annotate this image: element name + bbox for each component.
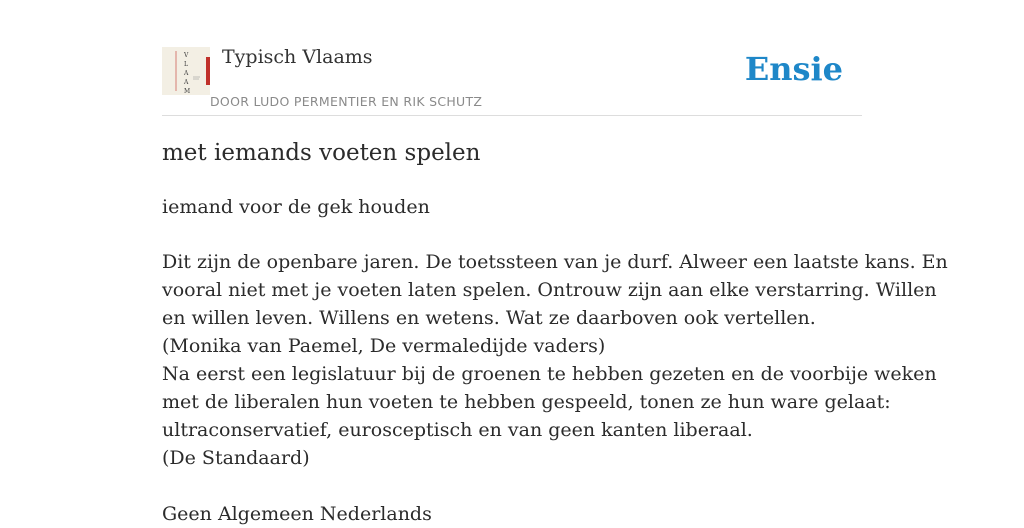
book-title[interactable]: Typisch Vlaams xyxy=(222,46,373,68)
book-cover-avatar[interactable] xyxy=(162,47,210,95)
svg-text:V: V xyxy=(184,52,189,59)
svg-text:A: A xyxy=(184,79,189,86)
entry-term: met iemands voeten spelen xyxy=(162,140,481,166)
page-header xyxy=(162,44,862,116)
book-cover-logo xyxy=(162,47,210,95)
body-line: ultraconservatief, eurosceptisch en van geen kanten liberaal. xyxy=(162,419,753,441)
usage-note: Geen Algemeen Nederlands xyxy=(162,503,432,525)
svg-text:A: A xyxy=(184,70,189,77)
svg-text:M: M xyxy=(184,88,191,95)
source-citation: (De Standaard) xyxy=(162,447,310,469)
body-line: en willen leven. Willens en wetens. Wat ze daarboven ook vertellen. xyxy=(162,307,816,329)
source-citation: (Monika van Paemel, De vermaledijde vaders) xyxy=(162,335,606,357)
entry-definition: iemand voor de gek houden xyxy=(162,196,430,218)
body-line: met de liberalen hun voeten te hebben gespeeld, tonen ze hun ware gelaat: xyxy=(162,391,891,413)
svg-text:L: L xyxy=(184,61,188,68)
entry-body xyxy=(162,248,948,528)
body-line: Dit zijn de openbare jaren. De toetssteen van je durf. Alweer een laatste kans. En xyxy=(162,251,948,273)
book-authors: DOOR LUDO PERMENTIER EN RIK SCHUTZ xyxy=(210,94,483,109)
ensie-logo-link[interactable]: Ensie xyxy=(744,50,843,88)
paragraph-gap xyxy=(162,472,862,500)
body-line: Na eerst een legislatuur bij de groenen te hebben gezeten en de voorbije weken xyxy=(162,363,937,385)
body-line: vooral niet met je voeten laten spelen. Ontrouw zijn aan elke verstarring. Willen xyxy=(162,279,937,301)
